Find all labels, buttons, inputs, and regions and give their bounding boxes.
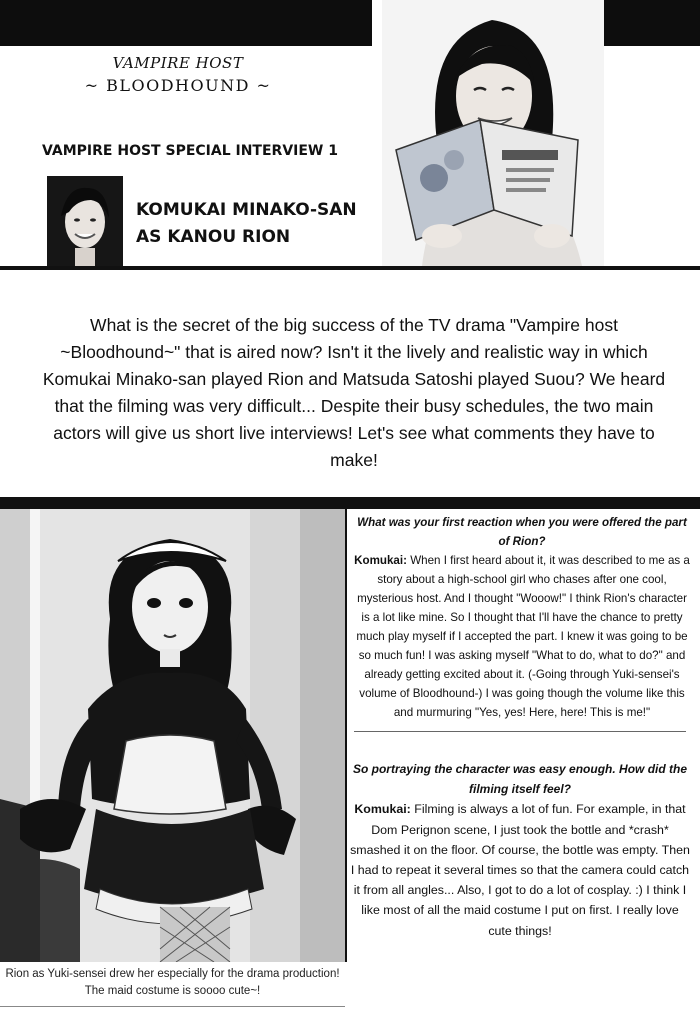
answer-text: When I first heard about it, it was described to me as a story about a high-school girl who chases after one cool, mysterious host. And I thought "Wooow!" I think Rion's character is a lot like mine. So I thought that I'll have the chance to pretty much play myself if I accepted the part. I knew it was going to be so much fun! I was asking myself "What to do, what to do?" and already getting excited about it. (-Going through Yuki-sensei's volume of Bloodhound-) I was going though the volume like this and murmuring "Yes, yes! Here, here! This is me!" — [356, 554, 690, 719]
answer-block — [354, 551, 690, 722]
interviewee-role-line: AS KANOU RION — [136, 227, 291, 247]
qa-divider — [354, 731, 686, 732]
intro-paragraph: What is the secret of the big success of the TV drama "Vampire host ~Bloodhound~" that is aired now? Isn't it the lively and realistic way in which Komukai Minako-san played Rion and Matsuda Satoshi played Suou? We heard that the filming was very difficult... Despite their busy schedules, the two main actors will give us short live interviews! Let's see what comments they have to make! — [42, 315, 666, 470]
interviewee-name — [136, 197, 376, 251]
speaker-label: Komukai: — [354, 554, 407, 567]
speaker-label: Komukai: — [354, 802, 411, 817]
lower-section-frame — [0, 497, 700, 509]
interviewee-reading-photo — [382, 0, 604, 266]
question-text: What was your first reaction when you were offered the part of Rion? — [357, 516, 687, 548]
interview-qa-2 — [350, 759, 690, 941]
caption-divider — [0, 1006, 345, 1007]
interview-heading: VAMPIRE HOST SPECIAL INTERVIEW 1 — [42, 143, 338, 159]
series-title: VAMPIRE HOST — [112, 54, 244, 72]
question-text: So portraying the character was easy enough. How did the filming itself feel? — [352, 762, 688, 797]
header-black-bar-right — [604, 0, 700, 46]
header-black-bar-left — [0, 0, 372, 46]
answer-text: Filming is always a lot of fun. For example, in that Dom Perignon scene, I just took the bottle and *crash* smashed it on the floor. Of course, the bottle was empty. Then I had to repeat it several times so that the camera could catch it from all angles... Also, I got to do a lot of cosplay. :) I think I like most of all the maid costume I put on first. I really love cute things! — [350, 802, 690, 938]
answer-block — [350, 799, 690, 940]
rion-maid-illustration — [0, 509, 347, 962]
series-subtitle: ~ BLOODHOUND ~ — [84, 76, 272, 95]
header-divider — [0, 266, 700, 270]
illustration-caption: Rion as Yuki-sensei drew her especially for the drama production! The maid costume is soooo cute~! — [5, 968, 340, 997]
interview-qa-1 — [354, 513, 690, 722]
interviewee-name-line: KOMUKAI MINAKO-SAN — [136, 200, 357, 220]
interviewee-thumbnail-photo — [47, 176, 123, 266]
